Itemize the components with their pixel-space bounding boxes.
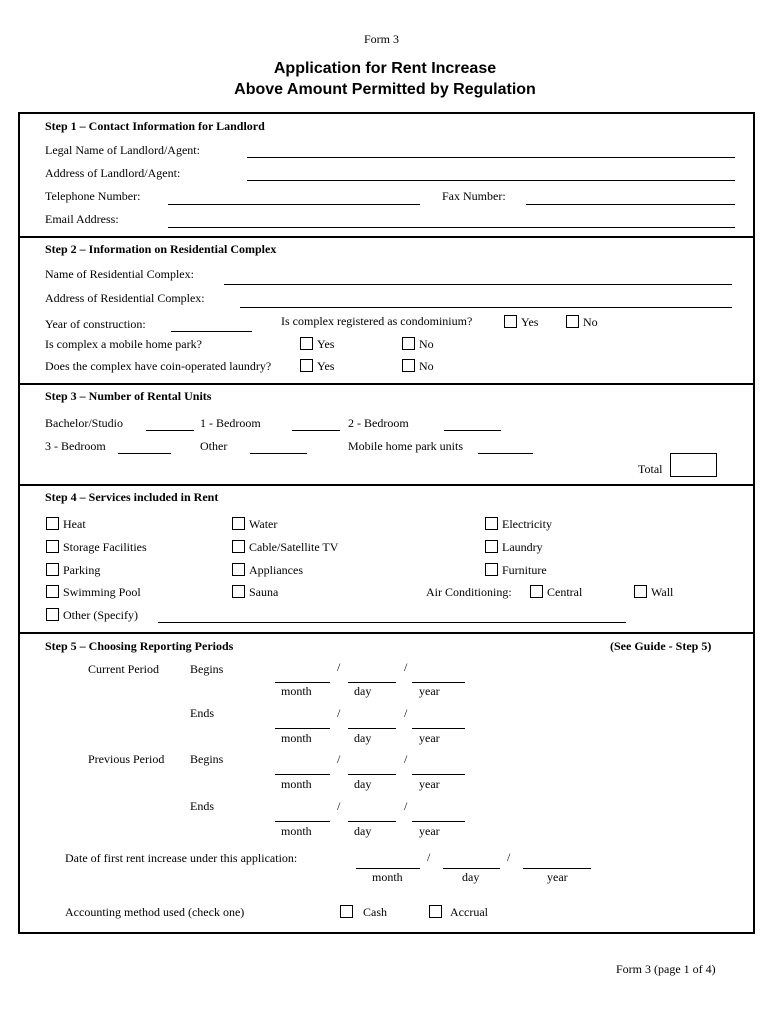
one-bedroom-label: 1 - Bedroom bbox=[200, 416, 261, 430]
step3-title: Step 3 – Number of Rental Units bbox=[45, 389, 212, 403]
furniture-label: Furniture bbox=[502, 563, 547, 577]
one-bedroom-field[interactable] bbox=[292, 430, 340, 431]
mobile-units-field[interactable] bbox=[478, 453, 533, 454]
complex-name-label: Name of Residential Complex: bbox=[45, 267, 194, 281]
first-increase-month-field[interactable] bbox=[356, 868, 420, 869]
bachelor-field[interactable] bbox=[146, 430, 194, 431]
heat-checkbox[interactable] bbox=[46, 517, 59, 530]
total-label: Total bbox=[638, 462, 663, 476]
page-subtitle: Above Amount Permitted by Regulation bbox=[234, 81, 536, 98]
divider bbox=[18, 484, 753, 486]
laundry-question: Does the complex have coin-operated laundry? bbox=[45, 359, 272, 373]
slash: / bbox=[427, 850, 431, 864]
three-bedroom-field[interactable] bbox=[118, 453, 171, 454]
page-title: Application for Rent Increase bbox=[273, 60, 497, 77]
other-units-label: Other bbox=[200, 439, 228, 453]
begins-label: Begins bbox=[190, 662, 224, 676]
total-field[interactable] bbox=[670, 453, 717, 477]
first-increase-label: Date of first rent increase under this application: bbox=[65, 851, 298, 865]
begins-label: Begins bbox=[190, 752, 224, 766]
parking-checkbox[interactable] bbox=[46, 563, 59, 576]
divider bbox=[18, 236, 753, 238]
heat-label: Heat bbox=[63, 517, 86, 531]
mobile-no-label: No bbox=[419, 337, 434, 351]
divider bbox=[18, 632, 753, 634]
legal-name-label: Legal Name of Landlord/Agent: bbox=[45, 143, 200, 157]
storage-label: Storage Facilities bbox=[63, 540, 147, 554]
slash: / bbox=[337, 706, 341, 720]
laundry-no-checkbox[interactable] bbox=[402, 359, 415, 372]
year-caption: year bbox=[419, 777, 440, 791]
step1-title: Step 1 – Contact Information for Landlord bbox=[45, 119, 265, 133]
complex-address-field[interactable] bbox=[240, 307, 732, 308]
previous-end-year-field[interactable] bbox=[412, 821, 465, 822]
wall-label: Wall bbox=[651, 585, 674, 599]
accrual-checkbox[interactable] bbox=[429, 905, 442, 918]
condo-yes-label: Yes bbox=[521, 315, 539, 329]
slash: / bbox=[337, 752, 341, 766]
day-caption: day bbox=[354, 777, 372, 791]
laundry-checkbox[interactable] bbox=[485, 540, 498, 553]
laundry-no-label: No bbox=[419, 359, 434, 373]
day-caption: day bbox=[354, 731, 372, 745]
storage-checkbox[interactable] bbox=[46, 540, 59, 553]
current-end-year-field[interactable] bbox=[412, 728, 465, 729]
mobile-question: Is complex a mobile home park? bbox=[45, 337, 202, 351]
divider bbox=[18, 112, 753, 114]
day-caption: day bbox=[354, 684, 372, 698]
day-caption: day bbox=[462, 870, 480, 884]
cash-label: Cash bbox=[363, 905, 387, 919]
other-service-label: Other (Specify) bbox=[63, 608, 138, 622]
wall-checkbox[interactable] bbox=[634, 585, 647, 598]
cash-checkbox[interactable] bbox=[340, 905, 353, 918]
previous-period-label: Previous Period bbox=[88, 752, 165, 766]
slash: / bbox=[507, 850, 511, 864]
year-label: Year of construction: bbox=[45, 317, 146, 331]
bachelor-label: Bachelor/Studio bbox=[45, 416, 123, 430]
slash: / bbox=[404, 752, 408, 766]
email-field[interactable] bbox=[168, 227, 735, 228]
slash: / bbox=[337, 799, 341, 813]
month-caption: month bbox=[372, 870, 403, 884]
first-increase-year-field[interactable] bbox=[523, 868, 591, 869]
laundry-label: Laundry bbox=[502, 540, 543, 554]
previous-begin-year-field[interactable] bbox=[412, 774, 465, 775]
month-caption: month bbox=[281, 824, 312, 838]
current-begin-month-field[interactable] bbox=[275, 682, 330, 683]
current-end-month-field[interactable] bbox=[275, 728, 330, 729]
cable-label: Cable/Satellite TV bbox=[249, 540, 339, 554]
current-begin-day-field[interactable] bbox=[348, 682, 396, 683]
aircon-label: Air Conditioning: bbox=[426, 585, 512, 599]
accounting-label: Accounting method used (check one) bbox=[65, 905, 245, 919]
condo-question: Is complex registered as condominium? bbox=[281, 314, 473, 328]
furniture-checkbox[interactable] bbox=[485, 563, 498, 576]
slash: / bbox=[337, 660, 341, 674]
current-period-label: Current Period bbox=[88, 662, 159, 676]
month-caption: month bbox=[281, 684, 312, 698]
divider bbox=[18, 932, 753, 934]
step2-title: Step 2 – Information on Residential Complex bbox=[45, 242, 277, 256]
slash: / bbox=[404, 660, 408, 674]
mobile-no-checkbox[interactable] bbox=[402, 337, 415, 350]
pool-label: Swimming Pool bbox=[63, 585, 141, 599]
previous-end-day-field[interactable] bbox=[348, 821, 396, 822]
other-service-checkbox[interactable] bbox=[46, 608, 59, 621]
email-label: Email Address: bbox=[45, 212, 119, 226]
complex-name-field[interactable] bbox=[224, 284, 732, 285]
central-checkbox[interactable] bbox=[530, 585, 543, 598]
laundry-yes-label: Yes bbox=[317, 359, 335, 373]
mobile-yes-label: Yes bbox=[317, 337, 335, 351]
current-end-day-field[interactable] bbox=[348, 728, 396, 729]
year-caption: year bbox=[419, 824, 440, 838]
address-field[interactable] bbox=[247, 180, 735, 181]
mobile-yes-checkbox[interactable] bbox=[300, 337, 313, 350]
slash: / bbox=[404, 706, 408, 720]
fax-field[interactable] bbox=[526, 204, 735, 205]
day-caption: day bbox=[354, 824, 372, 838]
electricity-checkbox[interactable] bbox=[485, 517, 498, 530]
previous-end-month-field[interactable] bbox=[275, 821, 330, 822]
sauna-label: Sauna bbox=[249, 585, 279, 599]
mobile-units-label: Mobile home park units bbox=[348, 439, 463, 453]
condo-no-checkbox[interactable] bbox=[566, 315, 579, 328]
accrual-label: Accrual bbox=[450, 905, 488, 919]
form-label: Form 3 bbox=[364, 32, 400, 46]
year-caption: year bbox=[547, 870, 568, 884]
water-checkbox[interactable] bbox=[232, 517, 245, 530]
step4-title: Step 4 – Services included in Rent bbox=[45, 490, 219, 504]
previous-begin-day-field[interactable] bbox=[348, 774, 396, 775]
legal-name-field[interactable] bbox=[247, 157, 735, 158]
address-label: Address of Landlord/Agent: bbox=[45, 166, 181, 180]
telephone-label: Telephone Number: bbox=[45, 189, 141, 203]
first-increase-day-field[interactable] bbox=[443, 868, 500, 869]
other-units-field[interactable] bbox=[250, 453, 307, 454]
previous-begin-month-field[interactable] bbox=[275, 774, 330, 775]
year-caption: year bbox=[419, 731, 440, 745]
page-number: Form 3 (page 1 of 4) bbox=[616, 962, 716, 976]
water-label: Water bbox=[249, 517, 278, 531]
parking-label: Parking bbox=[63, 563, 101, 577]
guide-note: (See Guide - Step 5) bbox=[610, 639, 712, 653]
appliances-label: Appliances bbox=[249, 563, 303, 577]
condo-no-label: No bbox=[583, 315, 598, 329]
month-caption: month bbox=[281, 731, 312, 745]
pool-checkbox[interactable] bbox=[46, 585, 59, 598]
three-bedroom-label: 3 - Bedroom bbox=[45, 439, 106, 453]
step5-title: Step 5 – Choosing Reporting Periods bbox=[45, 639, 234, 653]
divider bbox=[18, 383, 753, 385]
appliances-checkbox[interactable] bbox=[232, 563, 245, 576]
year-field[interactable] bbox=[171, 331, 252, 332]
cable-checkbox[interactable] bbox=[232, 540, 245, 553]
ends-label: Ends bbox=[190, 799, 214, 813]
ends-label: Ends bbox=[190, 706, 214, 720]
year-caption: year bbox=[419, 684, 440, 698]
central-label: Central bbox=[547, 585, 583, 599]
sauna-checkbox[interactable] bbox=[232, 585, 245, 598]
current-begin-year-field[interactable] bbox=[412, 682, 465, 683]
fax-label: Fax Number: bbox=[442, 189, 506, 203]
laundry-yes-checkbox[interactable] bbox=[300, 359, 313, 372]
slash: / bbox=[404, 799, 408, 813]
two-bedroom-field[interactable] bbox=[444, 430, 501, 431]
electricity-label: Electricity bbox=[502, 517, 552, 531]
other-service-field[interactable] bbox=[158, 622, 626, 623]
two-bedroom-label: 2 - Bedroom bbox=[348, 416, 409, 430]
complex-address-label: Address of Residential Complex: bbox=[45, 291, 205, 305]
condo-yes-checkbox[interactable] bbox=[504, 315, 517, 328]
telephone-field[interactable] bbox=[168, 204, 420, 205]
month-caption: month bbox=[281, 777, 312, 791]
